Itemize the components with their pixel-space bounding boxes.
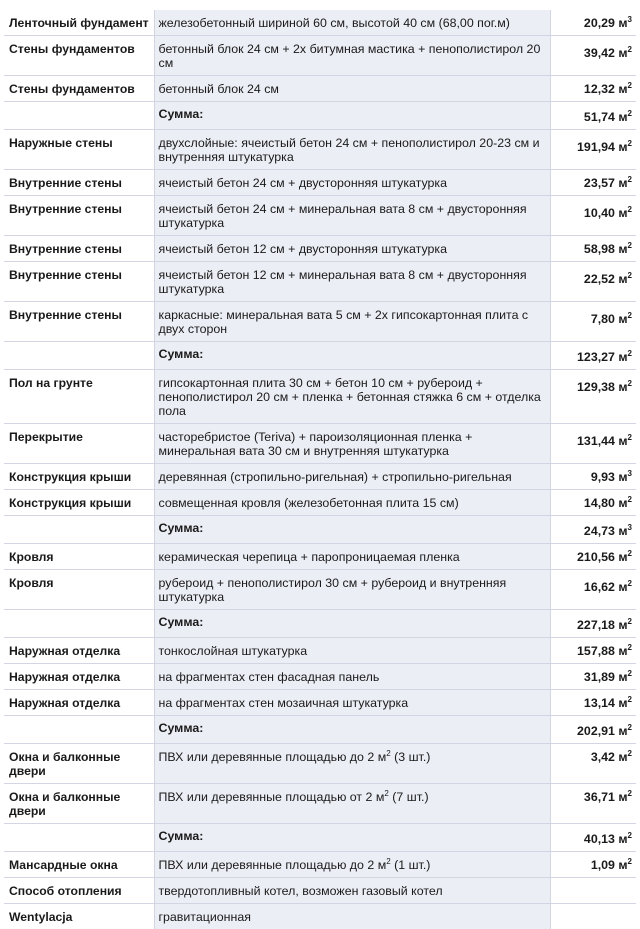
- table-row: [4, 878, 636, 904]
- sum-empty-cell: [4, 102, 154, 130]
- unit-exponent: 2: [628, 617, 632, 626]
- unit-exponent: 2: [628, 643, 632, 652]
- unit-exponent: 2: [628, 81, 632, 90]
- row-description: деревянная (стропильно-ригельная) + стропильно-ригельная: [154, 464, 550, 490]
- row-value: 157,88 $м^2$: [550, 638, 636, 664]
- sum-row: [4, 716, 636, 744]
- row-value: 13,14 $м^2$: [550, 690, 636, 716]
- row-value: 20,29 $м^3$: [550, 10, 636, 36]
- unit-exponent: 2: [628, 495, 632, 504]
- sum-label: Сумма:: [154, 102, 550, 130]
- unit-exponent: 2: [628, 857, 632, 866]
- unit-exponent: 2: [628, 433, 632, 442]
- row-description: ПВХ или деревянные площадью от 2 $м^2$ (7 шт.): [154, 784, 550, 824]
- sum-label: Сумма:: [154, 716, 550, 744]
- row-value: 39,42 $м^2$: [550, 36, 636, 76]
- sum-value: 51,74 $м^2$: [550, 102, 636, 130]
- row-category: Внутренние стены: [4, 170, 154, 196]
- unit-exponent: 2: [628, 349, 632, 358]
- row-category: Кровля: [4, 570, 154, 610]
- row-description: часторебристое (Teriva) + пароизоляционная пленка + минеральная вата 30 см и внутренняя штукатурка: [154, 424, 550, 464]
- row-category: Wentylacja: [4, 904, 154, 929]
- table-row: [4, 638, 636, 664]
- sum-label: Сумма:: [154, 342, 550, 370]
- table-row: [4, 130, 636, 170]
- table-row: [4, 744, 636, 784]
- sum-row: [4, 824, 636, 852]
- row-description: ПВХ или деревянные площадью до 2 $м^2$ (1 шт.): [154, 852, 550, 878]
- row-category: Наружная отделка: [4, 664, 154, 690]
- sum-empty-cell: [4, 610, 154, 638]
- unit-exponent: 2: [628, 579, 632, 588]
- row-value: 16,62 $м^2$: [550, 570, 636, 610]
- unit-exponent: 2: [628, 241, 632, 250]
- row-category: Способ отопления: [4, 878, 154, 904]
- row-description: на фрагментах стен мозаичная штукатурка: [154, 690, 550, 716]
- sum-row: [4, 610, 636, 638]
- table-row: [4, 784, 636, 824]
- row-value: 9,93 $м^3$: [550, 464, 636, 490]
- row-description: ячеистый бетон 12 см + двусторонняя штукатурка: [154, 236, 550, 262]
- row-value: [550, 878, 636, 904]
- row-description: совмещенная кровля (железобетонная плита 15 см): [154, 490, 550, 516]
- row-description: ячеистый бетон 12 см + минеральная вата 8 см + двусторонняя штукатурка: [154, 262, 550, 302]
- row-value: 7,80 $м^2$: [550, 302, 636, 342]
- table-row: [4, 196, 636, 236]
- sum-value: 123,27 $м^2$: [550, 342, 636, 370]
- row-description: керамическая черепица + паропроницаемая пленка: [154, 544, 550, 570]
- unit-exponent: 2: [628, 271, 632, 280]
- sum-empty-cell: [4, 824, 154, 852]
- table-row: [4, 370, 636, 424]
- materials-table: [4, 10, 636, 929]
- unit-exponent: 2: [628, 723, 632, 732]
- table-row: [4, 424, 636, 464]
- row-value: 31,89 $м^2$: [550, 664, 636, 690]
- sum-label: Сумма:: [154, 516, 550, 544]
- row-description: бетонный блок 24 см: [154, 76, 550, 102]
- table-row: [4, 10, 636, 36]
- row-description: ячеистый бетон 24 см + минеральная вата 8 см + двусторонняя штукатурка: [154, 196, 550, 236]
- row-category: Внутренние стены: [4, 262, 154, 302]
- row-category: Конструкция крыши: [4, 464, 154, 490]
- row-category: Стены фундаментов: [4, 36, 154, 76]
- materials-table-body: [4, 10, 636, 929]
- row-value: 14,80 $м^2$: [550, 490, 636, 516]
- sum-label: Сумма:: [154, 610, 550, 638]
- row-value: 12,32 $м^2$: [550, 76, 636, 102]
- row-value: 191,94 $м^2$: [550, 130, 636, 170]
- row-category: Перекрытие: [4, 424, 154, 464]
- row-description: на фрагментах стен фасадная панель: [154, 664, 550, 690]
- table-row: [4, 544, 636, 570]
- unit-exponent: 2: [628, 695, 632, 704]
- unit-exponent: 2: [628, 139, 632, 148]
- table-row: [4, 690, 636, 716]
- table-row: [4, 170, 636, 196]
- table-row: [4, 236, 636, 262]
- row-value: 1,09 $м^2$: [550, 852, 636, 878]
- row-description: двухслойные: ячеистый бетон 24 см + пенополистирол 20-23 см и внутренняя штукатурка: [154, 130, 550, 170]
- row-description: тонкослойная штукатурка: [154, 638, 550, 664]
- row-description: рубероид + пенополистирол 30 см + рубероид и внутренняя штукатурка: [154, 570, 550, 610]
- table-row: [4, 262, 636, 302]
- row-value: 3,42 $м^2$: [550, 744, 636, 784]
- unit-exponent: 2: [628, 175, 632, 184]
- unit-exponent: 2: [628, 749, 632, 758]
- row-description: каркасные: минеральная вата 5 см + 2x гипсокартонная плита с двух сторон: [154, 302, 550, 342]
- sum-value: 24,73 $м^3$: [550, 516, 636, 544]
- unit-exponent: 3: [628, 15, 632, 24]
- row-category: Стены фундаментов: [4, 76, 154, 102]
- row-value: 23,57 $м^2$: [550, 170, 636, 196]
- sum-row: [4, 342, 636, 370]
- row-category: Конструкция крыши: [4, 490, 154, 516]
- sum-label: Сумма:: [154, 824, 550, 852]
- row-description: гипсокартонная плита 30 см + бетон 10 см + рубероид + пенополистирол 20 см + пленка + бетонная стяжка 6 см + отделка пола: [154, 370, 550, 424]
- table-row: [4, 302, 636, 342]
- row-value: 10,40 $м^2$: [550, 196, 636, 236]
- unit-exponent: 2: [628, 669, 632, 678]
- table-row: [4, 36, 636, 76]
- unit-exponent: 2: [628, 549, 632, 558]
- row-value: 36,71 $м^2$: [550, 784, 636, 824]
- row-value: 210,56 $м^2$: [550, 544, 636, 570]
- row-value: 22,52 $м^2$: [550, 262, 636, 302]
- row-description: бетонный блок 24 см + 2x битумная мастика + пенополистирол 20 см: [154, 36, 550, 76]
- sum-empty-cell: [4, 516, 154, 544]
- row-category: Мансардные окна: [4, 852, 154, 878]
- table-row: [4, 852, 636, 878]
- row-category: Пол на грунте: [4, 370, 154, 424]
- unit-exponent: 2: [628, 311, 632, 320]
- sum-empty-cell: [4, 342, 154, 370]
- row-category: Внутренние стены: [4, 302, 154, 342]
- row-category: Наружная отделка: [4, 638, 154, 664]
- row-category: Кровля: [4, 544, 154, 570]
- row-category: Окна и балконные двери: [4, 784, 154, 824]
- unit-exponent: 2: [628, 379, 632, 388]
- row-description: ячеистый бетон 24 см + двусторонняя штукатурка: [154, 170, 550, 196]
- row-category: Окна и балконные двери: [4, 744, 154, 784]
- row-category: Внутренние стены: [4, 236, 154, 262]
- sum-value: 40,13 $м^2$: [550, 824, 636, 852]
- row-value: [550, 904, 636, 929]
- unit-exponent: 2: [628, 831, 632, 840]
- row-value: 131,44 $м^2$: [550, 424, 636, 464]
- sum-value: 227,18 $м^2$: [550, 610, 636, 638]
- unit-exponent: 2: [628, 109, 632, 118]
- row-description: гравитационная: [154, 904, 550, 929]
- row-description: железобетонный шириной 60 см, высотой 40 см (68,00 пог.м): [154, 10, 550, 36]
- table-row: [4, 464, 636, 490]
- table-row: [4, 490, 636, 516]
- row-description: твердотопливный котел, возможен газовый котел: [154, 878, 550, 904]
- row-category: Внутренние стены: [4, 196, 154, 236]
- row-value: 58,98 $м^2$: [550, 236, 636, 262]
- unit-exponent: 2: [628, 205, 632, 214]
- unit-exponent: 3: [628, 469, 632, 478]
- unit-exponent: 2: [628, 789, 632, 798]
- sum-row: [4, 102, 636, 130]
- sum-row: [4, 516, 636, 544]
- table-row: [4, 664, 636, 690]
- table-row: [4, 76, 636, 102]
- unit-exponent: 2: [628, 45, 632, 54]
- row-category: Наружные стены: [4, 130, 154, 170]
- row-category: Ленточный фундамент: [4, 10, 154, 36]
- sum-empty-cell: [4, 716, 154, 744]
- sum-value: 202,91 $м^2$: [550, 716, 636, 744]
- table-row: [4, 904, 636, 929]
- row-value: 129,38 $м^2$: [550, 370, 636, 424]
- table-row: [4, 570, 636, 610]
- row-description: ПВХ или деревянные площадью до 2 $м^2$ (3 шт.): [154, 744, 550, 784]
- unit-exponent: 3: [628, 523, 632, 532]
- row-category: Наружная отделка: [4, 690, 154, 716]
